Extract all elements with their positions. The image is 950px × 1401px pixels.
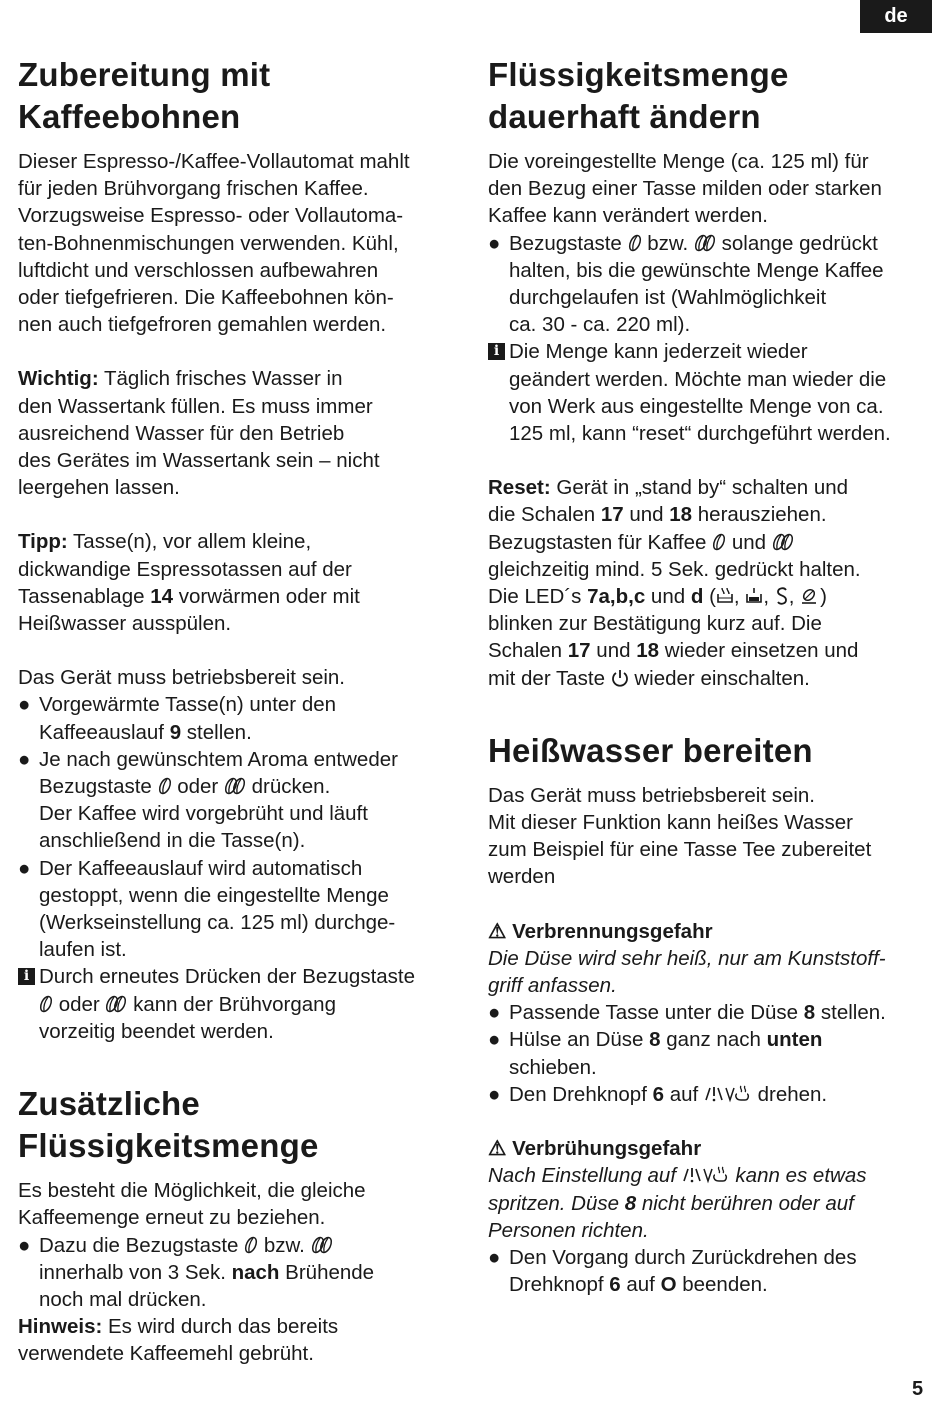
double-bean-icon xyxy=(772,532,794,552)
list-item: ● Den Vorgang durch Zurückdrehen des Drehknopf 6 auf O beenden. xyxy=(488,1245,857,1297)
hint-paragraph: Hinweis: Es wird durch das bereits verwendete Kaffeemehl gebrüht. xyxy=(18,1315,339,1366)
bullet: ● xyxy=(488,1082,501,1106)
list-item: ● Vorgewärmte Tasse(n) unter den Kaffeeauslauf 9 stellen. xyxy=(18,693,337,744)
info-note: i Die Menge kann jederzeit wieder geändert werden. Möchte man wieder die von Werk aus eingestellte Menge von ca. 125 ml, kann “reset“ durchgeführt werden. xyxy=(488,338,938,447)
hot-water-icon xyxy=(682,1165,730,1185)
steam-icon xyxy=(775,586,789,606)
page-number: 5 xyxy=(912,1378,924,1400)
list-item: ● Der Kaffeeauslauf wird automatisch gestoppt, wenn die eingestellte Menge (Werkseinstellung ca. 125 ml) durchge- laufen ist. xyxy=(18,856,396,962)
double-bean-icon xyxy=(224,776,246,796)
single-bean-icon xyxy=(158,776,172,796)
warning-icon: ⚠ xyxy=(488,1137,507,1161)
left-column xyxy=(18,54,468,1368)
info-note: i Durch erneutes Drücken der Bezugstaste oder kann der Brühvorgang vorzeitig beendet werden. xyxy=(18,963,468,1045)
bean-refill-icon xyxy=(800,586,820,606)
info-icon: i xyxy=(488,343,505,360)
bullet: ● xyxy=(18,1233,31,1257)
bullet: ● xyxy=(488,1245,501,1269)
bullet: ● xyxy=(18,856,31,880)
single-bean-icon xyxy=(39,994,53,1014)
reset-paragraph: Reset: Gerät in „stand by“ schalten und die Schalen 17 und 18 herausziehen. Bezugstasten für Kaffee und gleichzeitig mind. 5 Sek. gedrückt halten. Die LED´s 7a,b,c und d ( , , , ) blinken zur Bestätigung kurz auf. Die Schalen 17 und 18 wieder einsetzen und mit der Taste wieder einschalten. xyxy=(488,476,861,690)
bullet: ● xyxy=(18,747,31,771)
bullet: ● xyxy=(488,231,501,255)
double-bean-icon xyxy=(311,1235,333,1255)
water-descale-icon xyxy=(716,586,734,606)
list-item: ● Bezugstaste bzw. solange gedrückt halten, bis die gewünschte Menge Kaffee durchgelaufen ist (Wahlmöglichkeit ca. 30 - ca. 220 ml). xyxy=(488,231,884,337)
section-title-hot-water: Heißwasser bereiten xyxy=(488,731,813,769)
bullet: ● xyxy=(488,1028,501,1052)
cleaning-icon xyxy=(745,586,763,606)
tip-paragraph: Tipp: Tasse(n), vor allem kleine, dickwandige Espressotassen auf der Tassenablage 14 vorwärmen oder mit Heißwasser ausspülen. xyxy=(18,530,360,636)
bullet: ● xyxy=(18,693,31,717)
list-item: ● Dazu die Bezugstaste bzw. innerhalb von 3 Sek. nach Brühende noch mal drücken. xyxy=(18,1233,375,1311)
warning-scald-text: Nach Einstellung auf kann es etwas spritzen. Düse 8 nicht berühren oder auf Personen richten. xyxy=(488,1164,867,1242)
hot-water-paragraph: Das Gerät muss betriebsbereit sein. Mit dieser Funktion kann heißes Wasser zum Beispiel für eine Tasse Tee zubereitet werden xyxy=(488,783,872,889)
single-bean-icon xyxy=(244,1235,258,1255)
hot-water-icon xyxy=(704,1084,752,1104)
important-paragraph: Wichtig: Täglich frisches Wasser in den Wassertank füllen. Es muss immer ausreichend Wasser für den Betrieb des Gerätes im Wassertank sein – nicht leergehen lassen. xyxy=(18,367,380,500)
section-title-additional: Zusätzliche Flüssigkeitsmenge xyxy=(18,1085,319,1165)
language-tab: de xyxy=(860,0,932,33)
warning-icon: ⚠ xyxy=(488,919,507,943)
list-item: ● Je nach gewünschtem Aroma entweder Bezugstaste oder drücken. Der Kaffee wird vorgebrüht und läuft anschließend in die Tasse(n). xyxy=(18,747,398,853)
section-title-permanent: Flüssigkeitsmenge dauerhaft ändern xyxy=(488,56,789,135)
list-item: ● Passende Tasse unter die Düse 8 stellen. xyxy=(488,999,938,1026)
list-item: ● Den Drehknopf 6 auf drehen. xyxy=(488,1081,938,1108)
single-bean-icon xyxy=(628,233,642,253)
info-icon: i xyxy=(18,968,35,985)
double-bean-icon xyxy=(105,994,127,1014)
power-icon xyxy=(611,668,629,688)
additional-paragraph: Es besteht die Möglichkeit, die gleiche Kaffeemenge erneut zu beziehen. xyxy=(18,1179,366,1230)
list-item: ● Hülse an Düse 8 ganz nach unten schieben. xyxy=(488,1028,823,1079)
section-title-beans: Zubereitung mit Kaffeebohnen xyxy=(18,56,271,135)
intro-paragraph: Dieser Espresso-/Kaffee-Vollautomat mahlt für jeden Brühvorgang frischen Kaffee. Vorzugsweise Espresso- oder Vollautoma- ten-Bohnenmischungen verwenden. Kühl, luftdicht und verschlossen aufbewahren oder tiefgefrieren. Die Kaffeebohnen kön- nen auch tiefgefroren gemahlen werden. xyxy=(18,150,410,337)
bullet: ● xyxy=(488,1001,501,1025)
permanent-paragraph: Die voreingestellte Menge (ca. 125 ml) für den Bezug einer Tasse milden oder starken Kaffee kann verändert werden. xyxy=(488,150,882,228)
warning-scald-title: ⚠ Verbrühungsgefahr xyxy=(488,1137,702,1161)
single-bean-icon xyxy=(712,532,726,552)
ready-text: Das Gerät muss betriebsbereit sein. xyxy=(18,666,345,690)
warning-burn-title: ⚠ Verbrennungsgefahr xyxy=(488,919,713,943)
double-bean-icon xyxy=(694,233,716,253)
right-column xyxy=(488,54,938,1298)
warning-burn-text: Die Düse wird sehr heiß, nur am Kunststoff- griff anfassen. xyxy=(488,946,886,998)
